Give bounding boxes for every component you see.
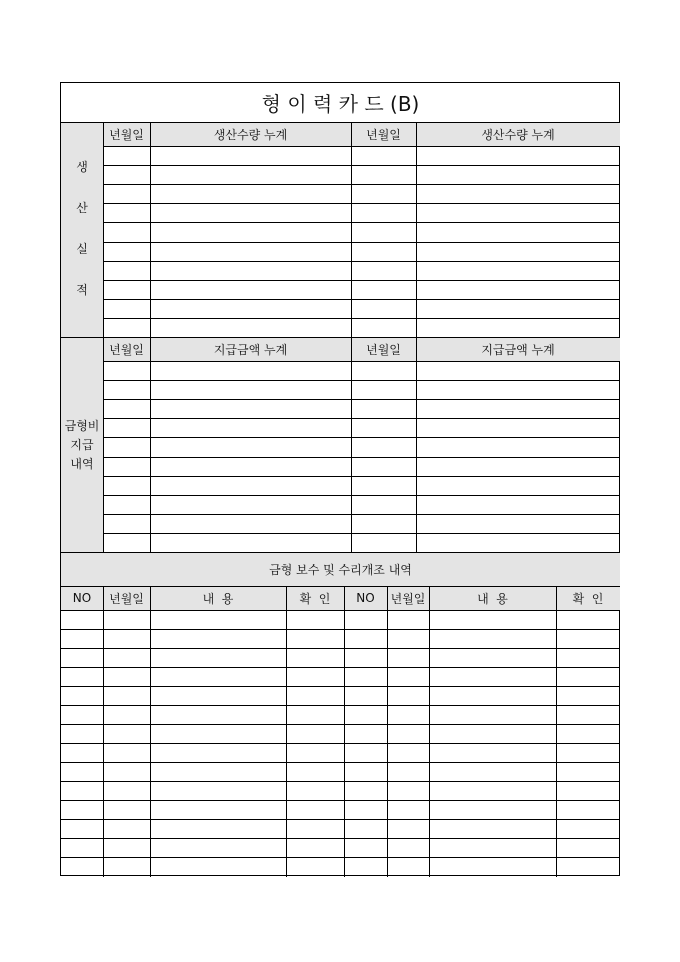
grid-line-h (61, 686, 620, 687)
grid-line-h (61, 781, 620, 782)
production-side-label-3: 실 (76, 241, 88, 256)
production-qty-header: 생산수량 누계 (213, 127, 288, 142)
repair-confirm-header-2: 확 인 (572, 591, 604, 606)
grid-line-h (103, 399, 620, 400)
grid-line-h (61, 724, 620, 725)
grid-line-h (61, 705, 620, 706)
grid-line-h (103, 222, 620, 223)
mold-history-card (60, 82, 620, 876)
page-title: 형 이 력 카 드 (B) (261, 92, 420, 116)
grid-line-h (103, 418, 620, 419)
grid-line-v (103, 586, 104, 877)
grid-line-h (61, 838, 620, 839)
grid-line-h (61, 800, 620, 801)
grid-line-h (103, 380, 620, 381)
production-qty-header-2: 생산수량 누계 (481, 127, 555, 142)
repair-date-header: 년월일 (109, 591, 144, 606)
grid-line-h (103, 476, 620, 477)
repair-no-header: NO (72, 591, 92, 605)
grid-line-h (103, 203, 620, 204)
payment-amount-header: 지급금액 누계 (213, 342, 288, 357)
grid-line-h (103, 146, 620, 147)
grid-line-h (103, 457, 620, 458)
grid-line-h (61, 586, 620, 587)
grid-line-h (103, 437, 620, 438)
repair-content-header: 내 용 (202, 591, 234, 606)
grid-line-v (344, 586, 345, 877)
grid-line-h (61, 667, 620, 668)
grid-line-h (61, 552, 620, 553)
grid-line-h (103, 299, 620, 300)
grid-line-h (61, 337, 620, 338)
grid-line-v (150, 586, 151, 877)
production-side-label-1: 생 (76, 159, 88, 174)
production-date-header-2: 년월일 (366, 127, 401, 142)
grid-line-v (416, 122, 417, 552)
payment-side-label-2: 지급 (70, 437, 94, 452)
grid-line-h (103, 280, 620, 281)
production-side-label-4: 적 (76, 282, 88, 297)
payment-side-label-3: 내역 (70, 456, 94, 471)
grid-line-h (103, 318, 620, 319)
grid-line-h (61, 610, 620, 611)
grid-line-h (103, 495, 620, 496)
repair-content-header-2: 내 용 (477, 591, 508, 606)
grid-line-h (103, 361, 620, 362)
grid-line-h (61, 857, 620, 858)
grid-line-v (387, 586, 388, 877)
repair-confirm-header: 확 인 (299, 591, 331, 606)
payment-side-label-1: 금형비 (64, 418, 100, 433)
grid-line-h (103, 184, 620, 185)
grid-line-h (61, 819, 620, 820)
repair-no-header-2: NO (356, 591, 375, 605)
grid-line-v (150, 122, 151, 552)
grid-line-h (103, 514, 620, 515)
grid-line-v (556, 586, 557, 877)
production-date-header: 년월일 (109, 127, 144, 142)
production-side-label-2: 산 (76, 200, 88, 215)
repair-date-header-2: 년월일 (390, 591, 426, 606)
grid-line-v (429, 586, 430, 877)
payment-amount-header-2: 지급금액 누계 (481, 342, 555, 357)
grid-line-h (103, 261, 620, 262)
grid-line-v (103, 122, 104, 552)
grid-line-h (61, 743, 620, 744)
grid-line-v (286, 586, 287, 877)
grid-line-h (103, 165, 620, 166)
grid-line-h (61, 648, 620, 649)
grid-line-v (351, 122, 352, 552)
grid-line-h (103, 533, 620, 534)
grid-line-h (61, 762, 620, 763)
grid-line-h (103, 242, 620, 243)
payment-date-header-2: 년월일 (366, 342, 401, 357)
grid-line-h (61, 122, 620, 123)
production-side-shade (61, 122, 103, 337)
payment-date-header: 년월일 (109, 342, 144, 357)
repair-section-title: 금형 보수 및 수리개조 내역 (269, 562, 412, 577)
grid-line-h (61, 629, 620, 630)
